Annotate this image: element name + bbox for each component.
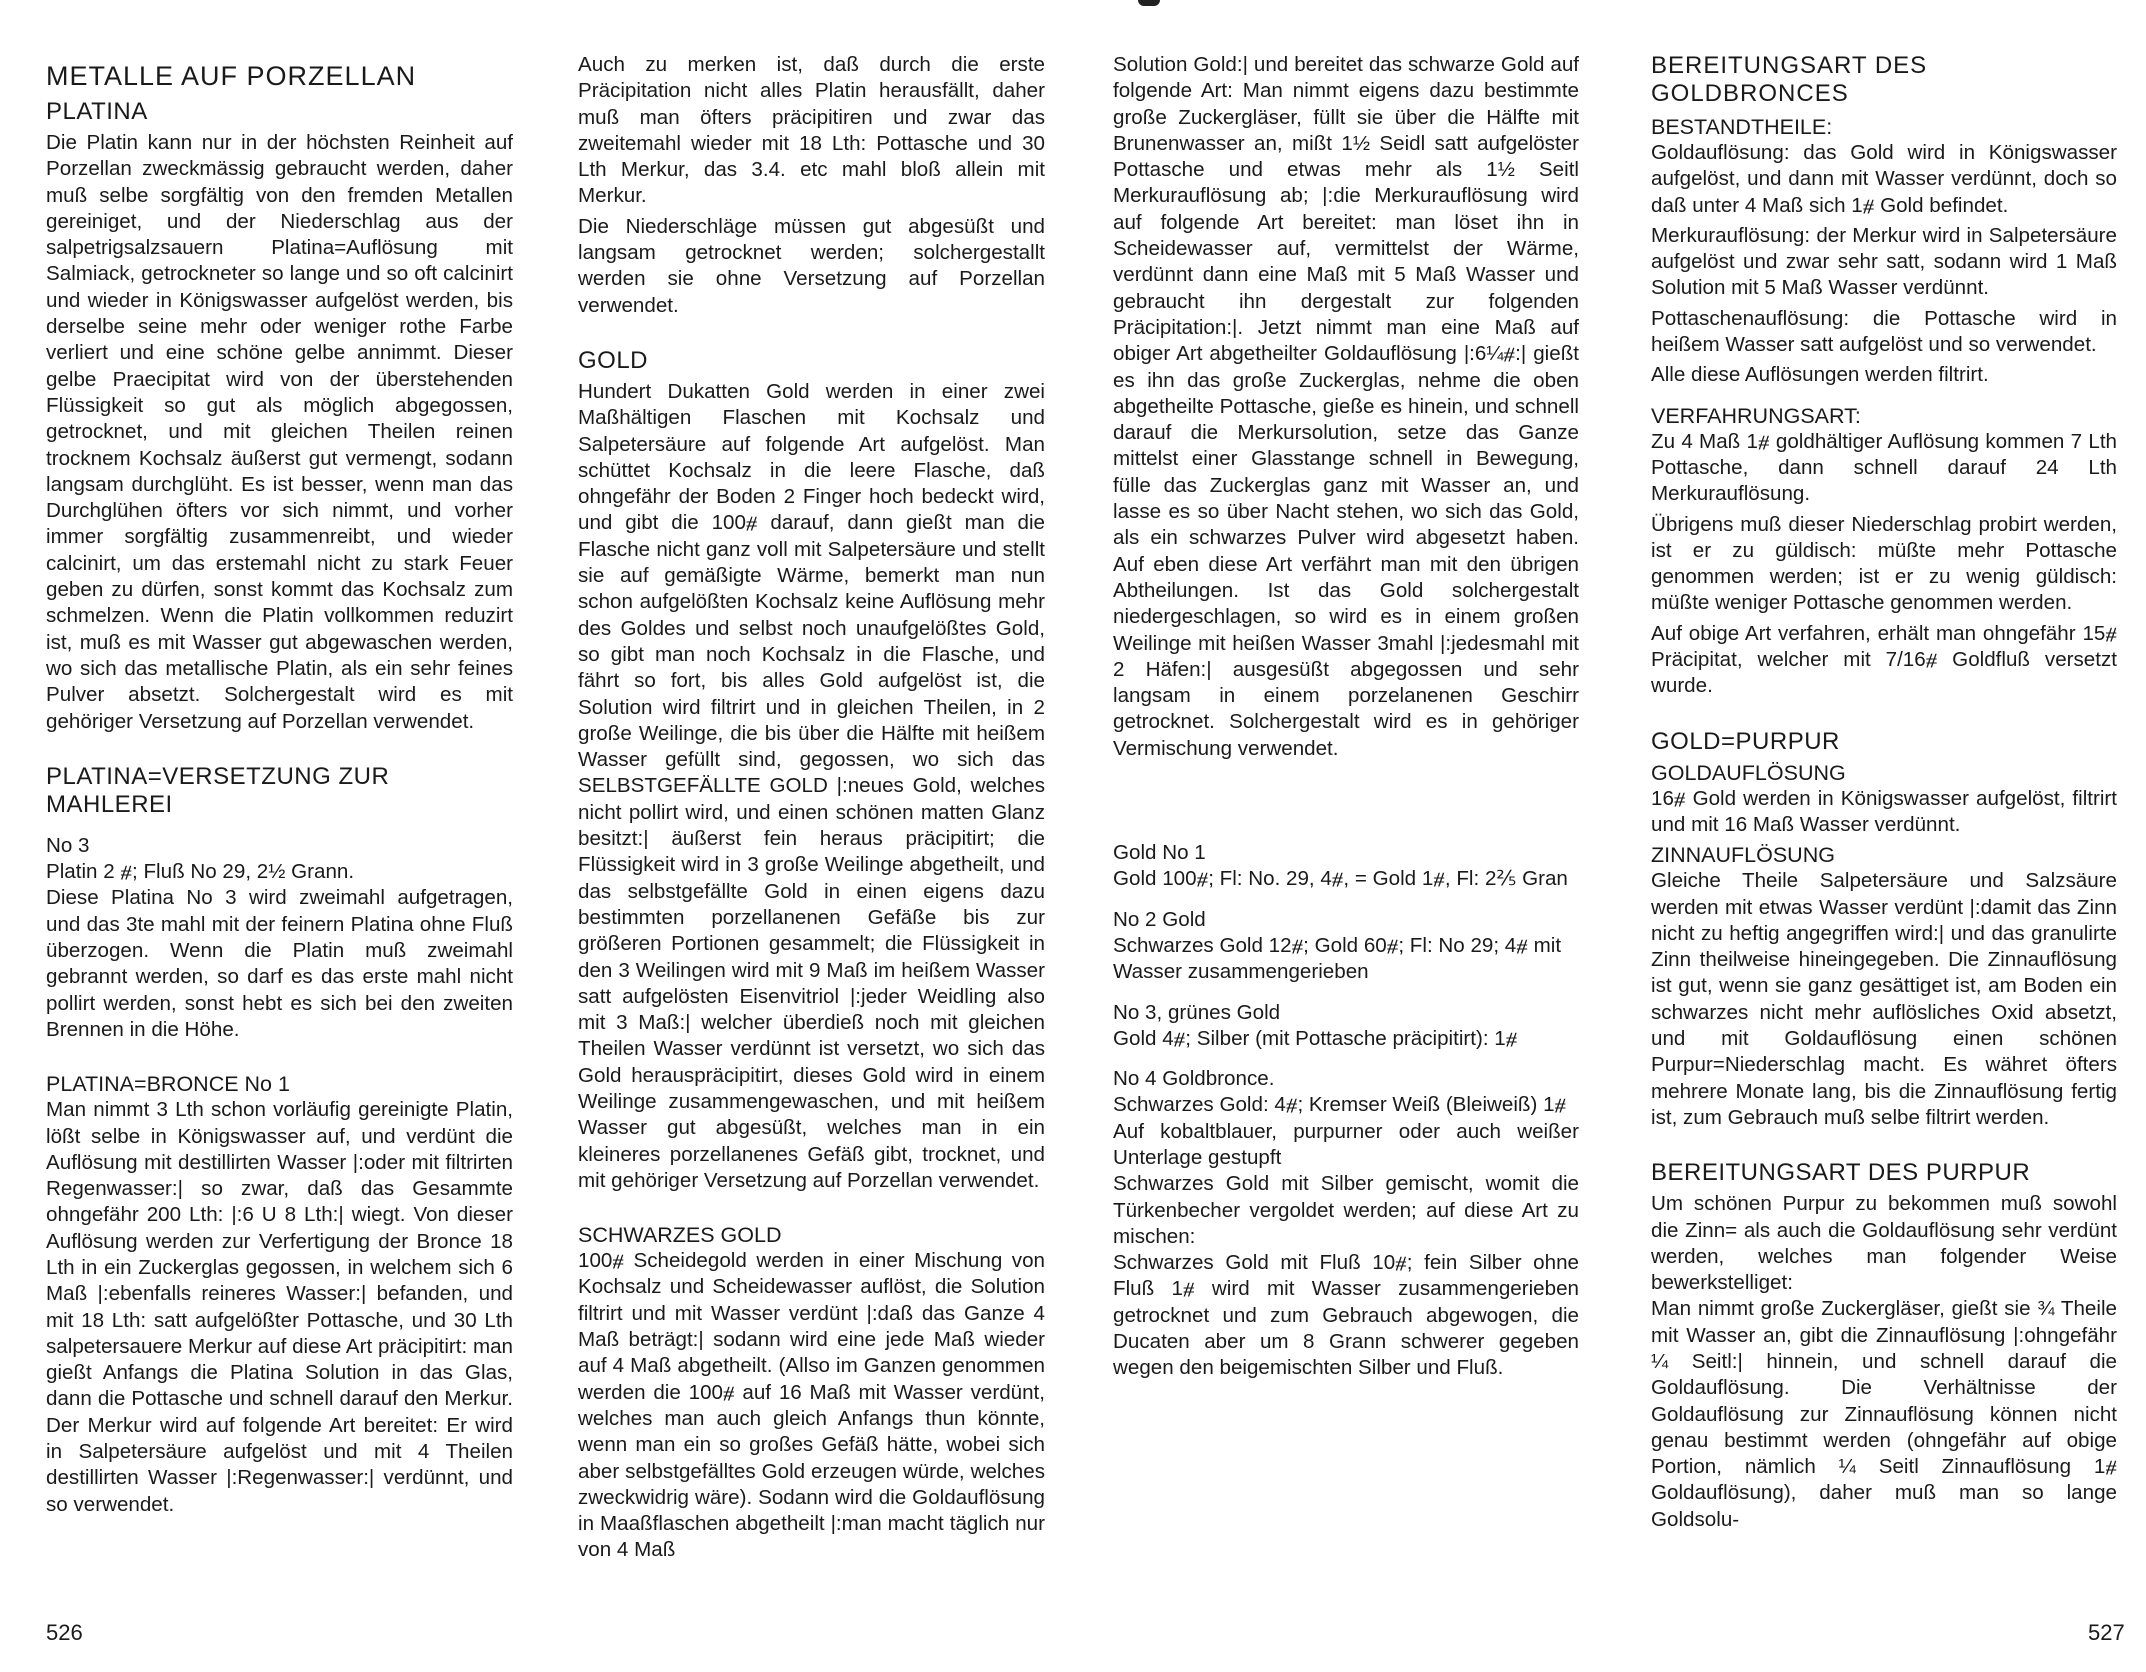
heading-zinnaufloesung: ZINNAUFLÖSUNG xyxy=(1651,843,1835,868)
paragraph-gold-no4-fluss: Schwarzes Gold mit Fluß 10⧣; fein Silber ohne Fluß 1⧣ wird mit Wasser zusammengerieben getrocknet und zum Gebrauch abgewogen, die Ducaten aber um 8 Grann schwerer gegeben wegen den beigemischten Silber und Fluß. xyxy=(1113,1251,1579,1380)
column-2 xyxy=(578,52,1045,1568)
heading-bestandtheile: BESTANDTHEILE: xyxy=(1651,115,1833,139)
heading-gold-purpur: GOLD=PURPUR xyxy=(1651,727,1840,755)
formula-gold-no4: Schwarzes Gold: 4⧣; Kremser Weiß (Bleiweiß) 1⧣ xyxy=(1113,1093,1567,1117)
paragraph-zinnaufloesung: Gleiche Theile Salpetersäure und Salzsäure werden mit etwas Wasser verdünt |:damit das Zinn nicht zu heftig angegriffen wird:| und das granulirte Zinn theilweise hineingegeben. Die Zinnauflösung ist gut, wenn sie ganz gesättiget ist, am Boden ein schwarzes nicht mehr auflösliches Oxid absetzt, und mit Goldauflösung einen schönen Purpur=Niederschlag macht. Es währet öfters mehrere Monate lang, bis die Zinnauflösung fertig ist, zum Gebrauch muß selbe filtrirt werden. xyxy=(1651,869,2117,1129)
formula-gold-no3: Gold 4⧣; Silber (mit Pottasche präcipitirt): 1⧣ xyxy=(1113,1026,1518,1050)
paragraph-merkuraufloesung: Merkurauflösung: der Merkur wird in Salpetersäure aufgelöst und zwar sehr satt, sodann wird 1 Maß Solution mit 5 Maß Wasser verdünnt. xyxy=(1651,223,2117,300)
heading-platina: PLATINA xyxy=(46,98,148,125)
column-1 xyxy=(46,52,513,1522)
paragraph-praecipitation: Auch zu merken ist, daß durch die erste Präcipitation nicht alles Platin herausfällt, daher muß man öfters präcipitiren und zwar das zweitemahl wieder mit 18 Lth: Pottasche und 30 Lth Merkur, das 3.4. etc mahl bloß allein mit Merkur. xyxy=(578,53,1045,208)
paragraph-goldaufloesung: Goldauflösung: das Gold wird in Königswasser aufgelöst, und dann mit Wasser verdünnt, doch so daß unter 4 Maß sich 1⧣ Gold befindet. xyxy=(1651,141,2117,217)
formula-no3: Platin 2 ⧣; Fluß No 29, 2½ Grann. xyxy=(46,860,355,884)
label-gold-no4: No 4 Goldbronce. xyxy=(1113,1067,1275,1091)
paragraph-platina: Die Platin kann nur in der höchsten Reinheit auf Porzellan zweckmässig gebraucht werden, daher muß selbe sorgfältig von den fremden Metallen gereiniget, und der Niederschlag aus der salpetrigsalzsauern Platina=Auflösung mit Salmiack, getrockneter so lange und so oft calcinirt und wieder in Königswasser aufgelöst werden, bis derselbe seine mehr oder weniger rothe Farbe verliert und eine schöne gelbe annimmt. Dieser gelbe Praecipitat wird von der überstehenden Flüssigkeit so gut als möglich abgegossen, getrocknet, und mit gleichen Theilen reinen trocknem Kochsalz äußerst gut vermengt, sodann langsam durchglüht. Es ist besser, wenn man das Durchglühen öfters vor sich nimmt, und vorher immer sorgfältig zusammenreibt, und wieder calcinirt, um das erstemahl nicht zu stark Feuer geben zu dürfen, sonst kommt das Kochsalz zum schmelzen. Wenn die Platin vollkommen reduzirt ist, muß es mit Wasser gut abgewaschen werden, wo sich das metallische Platin, als ein sehr feines Pulver absetzt. Solchergestalt wird es mit gehöriger Versetzung auf Porzellan verwendet. xyxy=(46,131,513,733)
heading-platina-bronce: PLATINA=BRONCE No 1 xyxy=(46,1072,290,1097)
paragraph-goldaufloesung-purpur: 16⧣ Gold werden in Königswasser aufgelöst, filtrirt und mit 16 Maß Wasser verdünnt. xyxy=(1651,786,2117,836)
heading-bereitungsart-purpur: BEREITUNGSART DES PURPUR xyxy=(1651,1159,2031,1187)
heading-goldaufloesung: GOLDAUFLÖSUNG xyxy=(1651,760,1846,785)
paragraph-zuckerglas: Man nimmt große Zuckergläser, gießt sie ¾ Theile mit Wasser an, gibt die Zinnauflösung |:ohngefähr ¼ Seitl:| hinnein, und schnell darauf die Goldauflösung. Die Verhältnisse der Goldauflösung zur Zinnauflösung können nicht genau bestimmt werden (ohngefähr auf obige Portion, nämlich ¼ Seitl Zinnauflösung 1⧣ Goldauflösung), daher muß man so lange Goldsolu- xyxy=(1651,1297,2117,1531)
paragraph-solution-gold: Solution Gold:| und bereitet das schwarze Gold auf folgende Art: Man nimmt eigens dazu bestimmte große Zuckergläser, füllt sie über die Hälfte mit Brunenwasser an, mißt 1½ Seidl satt aufgelöster Pottasche und etwas mehr als 1½ Seitl Merkurauflösung ab; |:die Merkurauflösung wird auf folgende Art bereitet: man löset ihn in Scheidewasser auf, vermittelst der Wärme, verdünnt dann eine Maß mit 5 Maß Wasser und gebraucht ihn dergestalt zur folgenden Präcipitation:|. Jetzt nimmt man eine Maß auf obiger Art abgetheilter Goldauflösung |:6¼⧣:| gießt es ihn das große Zuckerglas, nehme die oben abgetheilte Pottasche, gieße es hinein, und schnell darauf die Merkursolution, setze das Ganze mittelst einer Glasstange schnell in Bewegung, fülle das Zuckerglas ganz mit Wasser an, und lasse es so über Nacht stehen, wo sich das Gold, als ein schwarzes Pulver wird abgesetzt haben. Auf eben diese Art verfährt man mit den übrigen Abtheilungen. Ist das Gold solchergestalt niedergeschlagen, so wird es in einem großen Weilinge mit heißen Wasser 3mahl |:jedesmahl mit 2 Häfen:| ausgesüßt abgegossen und sehr langsam in einem porzelanenen Geschirr getrocknet. Solchergestalt wird es in gehöriger Vermischung verwendet. xyxy=(1113,53,1579,760)
heading-schwarzes-gold: SCHWARZES GOLD xyxy=(578,1223,782,1248)
paragraph-gold: Hundert Dukatten Gold werden in einer zwei Maßhältigen Flaschen mit Kochsalz und Salpetersäure auf folgende Art aufgelöst. Man schüttet Kochsalz in die leere Flasche, daß ohngefähr der Boden 2 Finger hoch bedeckt wird, und gibt die 100⧣ darauf, dann gießt man die Flasche nicht ganz voll mit Salpetersäure und stellt sie auf gemäßigte Wärme, bemerkt man nun schon aufgelößten Kochsalz keine Auflösung mehr des Goldes und selbst noch unaufgelößtes Gold, so gibt man noch Kochsalz in die Flasche, und fährt so fort, bis alles Gold aufgelöst ist, die Solution wird filtrirt und in gleichen Theilen, in 2 große Weilinge, die bis über die Hälfte mit heißem Wasser gefüllt sind, gegossen, wo sich das SELBSTGEFÄLLTE GOLD |:neues Gold, welches nicht pollirt wird, und einen schönen matten Glanz besitzt:| äußerst fein heraus präcipitirt; die Flüssigkeit wird in 3 große Weilinge abgetheilt, und das selbstgefällte Gold in einen eigens dazu bestimmten porzellanenen Gefäße bis zur größeren Portionen gesammelt; die Flüssigkeit in den 3 Weilingen wird mit 9 Maß im heißem Wasser satt aufgelösten Eisenvitriol |:jeder Weidling also mit 3 Maß:| welcher überdieß noch mit gleichen Theilen Wasser verdünnt ist versetzt, wo sich das Gold herauspräcipitirt, dieses Gold wird in einem Weilinge zusammengewaschen, und mit heißem Wasser gut abgesüßt, welches man in ein kleineres porzellanenes Gefäß gibt, trocknet, und mit gehöriger Versetzung auf Porzellan verwendet. xyxy=(578,379,1045,1192)
paragraph-pottaschenaufloesung: Pottaschenauflösung: die Pottasche wird in heißem Wasser satt aufgelöst und so verwendet. xyxy=(1651,306,2117,357)
page-number-left: 526 xyxy=(46,1620,83,1645)
paragraph-probirt: Übrigens muß dieser Niederschlag probirt werden, ist er zu güldisch: müßte mehr Pottasche genommen werden; ist er zu wenig güldisch: müßte weniger Pottasche genommen werden. xyxy=(1651,512,2117,615)
heading-goldbronce: BEREITUNGSART DES GOLDBRONCES xyxy=(1651,52,1928,107)
label-no3: No 3 xyxy=(46,833,90,857)
paragraph-verfahrungsart: Zu 4 Maß 1⧣ goldhältiger Auflösung kommen 7 Lth Pottasche, dann schnell darauf 24 Lth Merkurauflösung. xyxy=(1651,429,2117,506)
paragraph-gold-no4-unterlage: Auf kobaltblauer, purpurner oder auch weißer Unterlage gestupft xyxy=(1113,1119,1579,1169)
paragraph-gold-no4-silber: Schwarzes Gold mit Silber gemischt, womit die Türkenbecher vergoldet werden; auf diese Art zu mischen: xyxy=(1113,1172,1579,1248)
label-gold-no1: Gold No 1 xyxy=(1113,841,1206,865)
heading-platina-versetzung: PLATINA=VERSETZUNG ZUR MAHLEREI xyxy=(46,762,390,818)
heading-verfahrungsart: VERFAHRUNGSART: xyxy=(1651,403,1861,428)
paragraph-ergebnis: Auf obige Art verfahren, erhält man ohngefähr 15⧣ Präcipitat, welcher mit 7/16⧣ Goldfluß versetzt wurde. xyxy=(1651,621,2117,698)
formula-gold-no1: Gold 100⧣; Fl: No. 29, 4⧣, = Gold 1⧣, Fl: 2⅖ Gran xyxy=(1113,867,1568,891)
paragraph-platina-bronce: Man nimmt 3 Lth schon vorläufig gereinigte Platin, lößt selbe in Königswasser auf, und verdünt die Auflösung mit destillirten Wasser |:oder mit filtrirten Regenwasser:| so zwar, daß das Gesammte ohngefähr 200 Lth: |:6 U 8 Lth:| wiegt. Von dieser Auflösung werden zur Verfertigung der Bronce 18 Lth in ein Zuckerglas gegossen, in welchem sich 6 Maß |:ebenfalls reineres Wasser:| befanden, und mit 18 Lth: satt aufgelößter Pottasche, und 30 Lth salpetersauere Merkur auf diese Art präcipitirt: man gießt Anfangs die Platina Solution in das Glas, dann die Pottasche und schnell darauf den Merkur. Der Merkur wird auf folgende Art bereitet: Er wird in Salpetersäure aufgelöst und mit 4 Theilen destillirten Wasser |:Regenwasser:| verdünnt, und so verwendet. xyxy=(46,1098,513,1516)
label-gold-no2: No 2 Gold xyxy=(1113,907,1206,931)
label-gold-no3: No 3, grünes Gold xyxy=(1113,1000,1281,1024)
section-title-metalle: METALLE AUF PORZELLAN xyxy=(46,61,417,91)
column-4 xyxy=(1651,52,2117,1537)
paragraph-bereitung-purpur: Um schönen Purpur zu bekommen muß sowohl die Zinn= als auch die Goldauflösung sehr verdünt werden, welches man folgender Weise bewerkstelliget: xyxy=(1651,1192,2117,1295)
column-3 xyxy=(1113,52,1579,1386)
heading-gold: GOLD xyxy=(578,346,649,374)
page-number-right: 527 xyxy=(2088,1620,2125,1645)
paragraph-filtrirt: Alle diese Auflösungen werden filtrirt. xyxy=(1651,363,1989,387)
paragraph-no3: Diese Platina No 3 wird zweimahl aufgetragen, und das 3te mahl mit der feinern Platina ohne Fluß überzogen. Wenn die Platin muß zweimahl gebrannt werden, so darf es das erste mahl nicht pollirt werden, sonst hebt es sich bei den zweiten Brennen in die Höhe. xyxy=(46,886,513,1041)
paragraph-niederschlaege: Die Niederschläge müssen gut abgesüßt und langsam getrocknet werden; solchergestallt werden sie ohne Versetzung auf Porzellan verwendet. xyxy=(578,214,1045,317)
formula-gold-no2: Schwarzes Gold 12⧣; Gold 60⧣; Fl: No 29; 4⧣ mit Wasser zusammengerieben xyxy=(1113,933,1562,984)
paragraph-schwarzes-gold: 100⧣ Scheidegold werden in einer Mischung von Kochsalz und Scheidewasser auflöst, die Solution filtrirt und mit Wasser verdünt |:daß das Ganze 4 Maß beträgt:| sodann wird eine jede Maß wieder auf 4 Maß abgetheilt. (Allso im Ganzen genommen werden die 100⧣ auf 16 Maß mit Wasser verdünt, welches man auch gleich Anfangs thun könnte, wenn man ein so großes Gefäß hätte, wobei sich aber selbstgefälltes Gold erzeugen würde, welches zweckwidrig wäre). Sodann wird die Goldauflösung in Maaßflaschen abgetheilt |:man macht täglich nur von 4 Maß xyxy=(578,1249,1045,1562)
right-page xyxy=(1073,0,2146,1672)
